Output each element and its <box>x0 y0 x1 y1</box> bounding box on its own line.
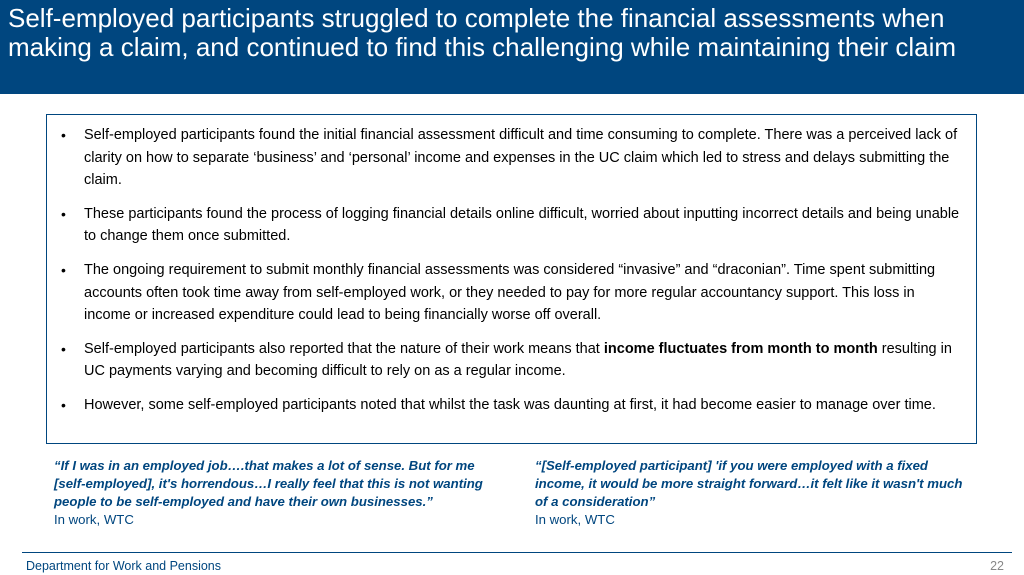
bullet-text: The ongoing requirement to submit monthly financial assessments was considered “invasive” and “draconian”. Time spent submitting accounts often took time away from self-employed work, or they needed to pay for more regular accountancy support. This loss in income or increased expenditure could lead to being financially worse off overall. <box>84 261 936 324</box>
bullet-item <box>61 124 962 192</box>
bullet-text-after: resulting in UC payments varying and becoming difficult to rely on as a regular income. <box>84 340 952 380</box>
bullet-item <box>61 259 962 327</box>
bullet-bold-text: income fluctuates from month to month <box>603 340 878 357</box>
bullet-item <box>61 203 962 248</box>
bullet-text: Self-employed participants also reported that the nature of their work means that <box>84 340 604 357</box>
content-box <box>46 114 977 444</box>
quote-source: In work, WTC <box>535 512 615 527</box>
quote-block-left <box>54 457 494 529</box>
bullet-text: These participants found the process of logging financial details online difficult, worried about inputting incorrect details and being unable to change them once submitted. <box>84 205 960 245</box>
quote-source: In work, WTC <box>54 512 134 527</box>
title-bar <box>0 0 1024 94</box>
footer-department: Department for Work and Pensions <box>26 559 222 573</box>
quote-text: “[Self-employed participant] 'if you were employed with a fixed income, it would be more straight forward…it felt like it wasn't much of a consideration” <box>535 458 963 509</box>
footer-divider <box>22 552 1012 553</box>
bullet-text: Self-employed participants found the initial financial assessment difficult and time consuming to complete. There was a perceived lack of clarity on how to separate ‘business’ and ‘personal’ income and expenses in the UC claim which led to stress and delays submitting the claim. <box>84 127 958 189</box>
bullet-text: However, some self-employed participants noted that whilst the task was daunting at first, it had become easier to manage over time. <box>84 396 936 413</box>
slide-title: Self-employed participants struggled to complete the financial assessments when making a claim, and continued to find this challenging while maintaining their claim <box>8 3 957 62</box>
quote-text: “If I was in an employed job….that makes a lot of sense. But for me [self-employed], it's horrendous…I really feel that this is not wanting people to be self-employed and have their own businesses.” <box>54 458 483 509</box>
bullet-list <box>61 124 962 417</box>
bullet-item <box>61 394 962 417</box>
page-number: 22 <box>990 559 1004 573</box>
quote-block-right <box>535 457 975 529</box>
bullet-item <box>61 338 962 383</box>
